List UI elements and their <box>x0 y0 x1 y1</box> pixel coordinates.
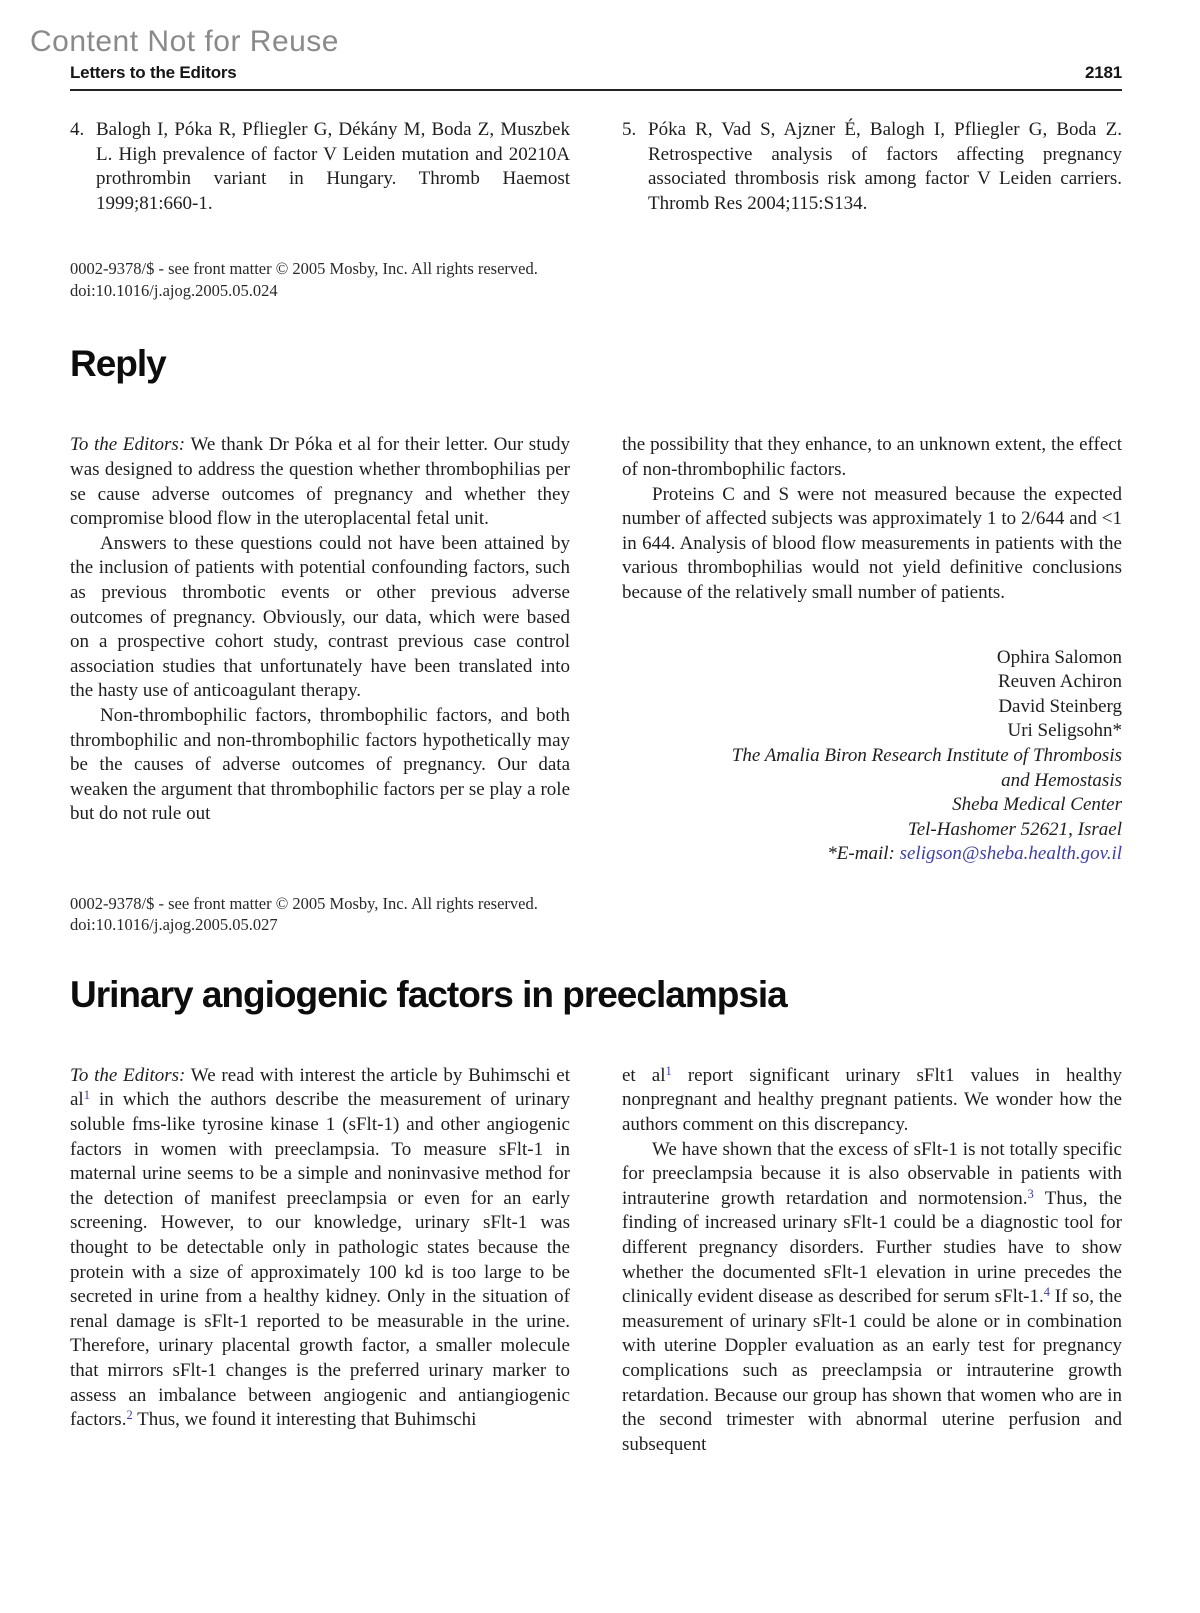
author-name: Reuven Achiron <box>997 671 1122 693</box>
author-name: Ophira Salomon <box>996 646 1122 668</box>
reference-item <box>70 118 570 216</box>
reference-text: Póka R, Vad S, Ajzner É, Balogh I, Pfliegler G, Boda Z. Retrospective analysis of factors affecting pregnancy associated thrombosis risk among factor V Leiden carriers. Thromb Res 2004;115:S134. <box>648 119 1122 214</box>
author-name: Uri Seligsohn* <box>1007 720 1122 742</box>
urinary-column-right <box>622 1064 1122 1458</box>
reference-text: Balogh I, Póka R, Pfliegler G, Dékány M, Boda Z, Muszbek L. High prevalence of factor V Leiden mutation and 20210A prothrombin variant in Hungary. Thromb Haemost 1999;81:660-1. <box>96 119 570 214</box>
paragraph <box>622 1064 1122 1138</box>
urinary-section-title: Urinary angiogenic factors in preeclampsia <box>70 973 787 1015</box>
author-name: David Steinberg <box>998 695 1122 717</box>
reference-citation-link[interactable]: 3 <box>1027 1186 1034 1201</box>
page-number: 2181 <box>1084 63 1122 82</box>
reply-column-left <box>70 433 570 867</box>
reference-citation-link[interactable]: 1 <box>665 1063 672 1078</box>
doi-line: doi:10.1016/j.ajog.2005.05.024 <box>70 280 278 300</box>
watermark-text: Content Not for Reuse <box>30 25 339 58</box>
reference-number: 5. <box>622 119 637 140</box>
paragraph <box>622 1138 1122 1458</box>
text-segment: If so, the measurement of urinary sFlt-1 could be alone or in combination with uterine Doppler evaluation as an early test for pregnancy complications such as preeclampsia or intrauterine growth retardation. Because our group has shown that women who are in the second trimester with abnormal uterine perfusion and subsequent <box>622 1286 1122 1455</box>
reference-number: 4. <box>70 119 85 140</box>
running-head: Letters to the Editors <box>70 63 237 82</box>
paragraph <box>70 1064 570 1433</box>
copyright-line: 0002-9378/$ - see front matter © 2005 Mosby, Inc. All rights reserved. <box>70 893 538 913</box>
editors-salutation: To the Editors: <box>70 1064 186 1086</box>
text-segment: We have shown that the excess of sFlt-1 is not totally specific for preeclampsia because it is also observable in patients with intrauterine growth retardation and normotension. <box>622 1138 1122 1209</box>
paragraph: the possibility that they enhance, to an unknown extent, the effect of non-thrombophilic factors. <box>622 434 1122 480</box>
affiliation-line: Sheba Medical Center <box>952 794 1122 816</box>
urinary-body <box>70 1064 1122 1458</box>
email-label: *E-mail: <box>827 843 900 865</box>
paragraph: Proteins C and S were not measured because the expected number of affected subjects was approximately 1 to 2/644 and <1 in 644. Analysis of blood flow measurements in patients with the various thrombophilias would not yield definitive conclusions because of the relatively small number of patients. <box>622 483 1122 603</box>
reference-citation-link[interactable]: 4 <box>1043 1285 1050 1300</box>
urinary-column-left <box>70 1064 570 1458</box>
text-segment: Thus, the finding of increased urinary sFlt-1 could be a diagnostic tool for different pregnancy disorders. Further studies have to show whether the documented sFlt-1 elevation in urine precedes the clinically evident disease as described for serum sFlt-1. <box>622 1187 1122 1308</box>
header-rule <box>70 89 1122 91</box>
email-link[interactable]: seligson@sheba.health.gov.il <box>899 843 1122 865</box>
paragraph: Non-thrombophilic factors, thrombophilic factors, and both thrombophilic and non-thrombophilic factors hypothetically may be the causes of adverse outcomes of pregnancy. Our data weaken the argument that thrombophilic factors per se play a role but do not rule out <box>70 704 570 825</box>
reference-citation-link[interactable]: 2 <box>126 1408 133 1423</box>
reference-citation-link[interactable]: 1 <box>83 1088 90 1103</box>
editors-salutation: To the Editors: <box>70 434 186 456</box>
copyright-line: 0002-9378/$ - see front matter © 2005 Mosby, Inc. All rights reserved. <box>70 259 538 279</box>
front-matter-block <box>70 893 1122 936</box>
affiliation-line: and Hemostasis <box>1001 769 1122 791</box>
text-segment: Thus, we found it interesting that Buhimschi <box>132 1409 477 1431</box>
signature-block <box>622 646 1122 867</box>
paragraph: Answers to these questions could not have been attained by the inclusion of patients with potential confounding factors, such as previous thrombotic events or other previous adverse outcomes of pregnancy. Obviously, our data, which were based on a prospective cohort study, contrast previous case control association studies that unfortunately have been translated into the hasty use of anticoagulant therapy. <box>70 532 570 702</box>
text-segment: report significant urinary sFlt1 values in healthy nonpregnant and healthy pregnant patients. We wonder how the authors comment on this discrepancy. <box>622 1064 1122 1136</box>
text-segment: in which the authors describe the measurement of urinary soluble fms-like tyrosine kinase 1 (sFlt-1) and other angiogenic factors in women with preeclampsia. To measure sFlt-1 in maternal urine seems to be a simple and noninvasive method for the detection of manifest preeclampsia or even for an early screening. However, to our knowledge, urinary sFlt-1 was thought to be detectable only in pathologic states because the protein with a size of approximately 100 kd is too large to be secreted in urine from a healthy kidney. Only in the situation of renal damage is sFlt-1 reported to be measurable in the urine. Therefore, urinary placental growth factor, a smaller molecule that mirrors sFlt-1 changes is the preferred urinary marker to assess an imbalance between angiogenic and antiangiogenic factors. <box>70 1089 570 1431</box>
reply-body <box>70 433 1122 867</box>
reference-list <box>70 118 1122 216</box>
text-segment: We thank Dr Póka et al for their letter. Our study was designed to address the question whether thrombophilias per se cause adverse outcomes of pregnancy and whether they compromise blood flow in the uteroplacental fetal unit. <box>70 434 570 530</box>
affiliation-line: The Amalia Biron Research Institute of Thrombosis <box>731 744 1122 766</box>
reply-section-title: Reply <box>70 343 166 385</box>
reference-item <box>622 118 1122 216</box>
paragraph <box>70 433 570 531</box>
doi-line: doi:10.1016/j.ajog.2005.05.027 <box>70 915 278 935</box>
page-header <box>70 62 1122 84</box>
affiliation-line: Tel-Hashomer 52621, Israel <box>907 818 1122 840</box>
text-segment: We read with interest the article by Buhimschi et al <box>70 1064 570 1111</box>
email-line <box>622 842 1122 867</box>
front-matter-block <box>70 258 1122 301</box>
text-segment: et al <box>622 1064 666 1086</box>
reply-column-right <box>622 433 1122 867</box>
